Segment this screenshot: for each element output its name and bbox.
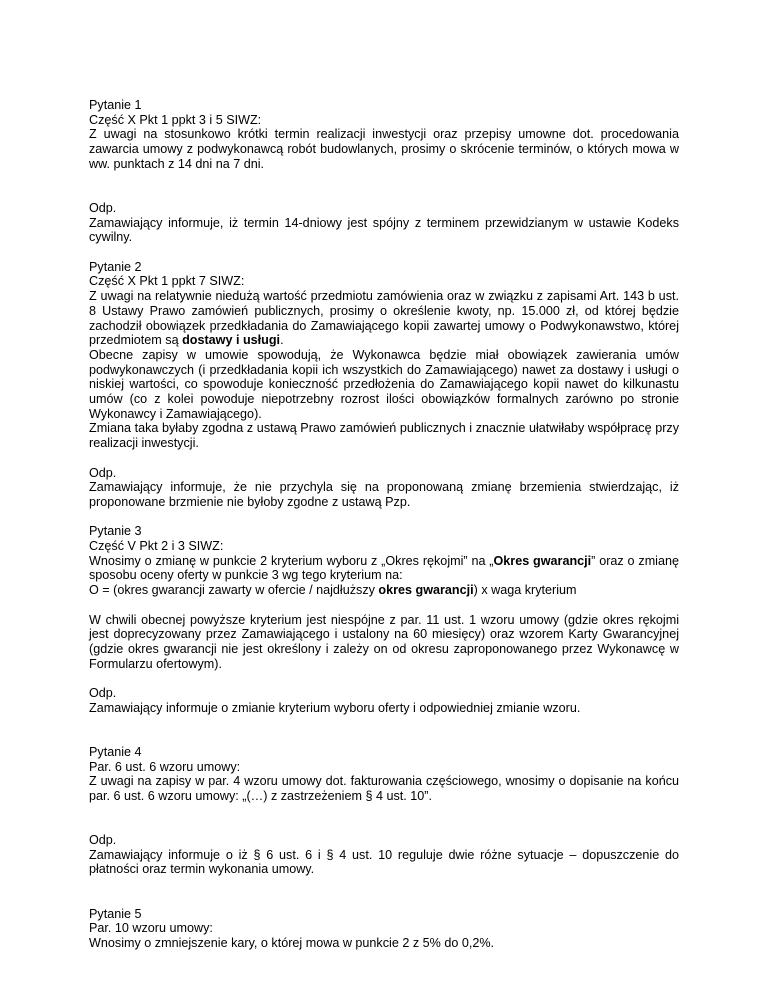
question-body-2: W chwili obecnej powyższe kryterium jest niespójne z par. 11 ust. 1 wzoru umowy (gdzie okres rękojmi jest doprecyzowany przez Zamawiającego i ustalony na 60 miesięcy) oraz wzorem Karty Gwarancyjnej (gdzie okres gwarancji nie jest określony i zależy on od okresu zaproponowanego przez Wykonawcę w Formularzu ofertowym). bbox=[89, 612, 679, 671]
question-reference: Par. 6 ust. 6 wzoru umowy: bbox=[89, 759, 241, 774]
answer-1 bbox=[89, 201, 679, 245]
bold-phrase: okres gwarancji bbox=[378, 583, 474, 598]
question-title: Pytanie 4 bbox=[89, 744, 142, 759]
answer-body: Zamawiający informuje, iż termin 14-dniowy jest spójny z terminem przewidzianym w ustawie Kodeks cywilny. bbox=[89, 215, 679, 245]
answer-body: Zamawiający informuje o iż § 6 ust. 6 i § 4 ust. 10 reguluje dwie różne sytuacje – dopuszczenie do płatności oraz termin wykonania umowy. bbox=[89, 847, 679, 877]
document-page bbox=[89, 98, 679, 951]
answer-3 bbox=[89, 686, 679, 715]
question-title: Pytanie 5 bbox=[89, 906, 142, 921]
question-title: Pytanie 1 bbox=[89, 98, 142, 112]
answer-body: Zamawiający informuje, że nie przychyla się na proponowaną zmianę brzemienia stwierdzając, iż proponowane brzmienie nie byłoby zgodne z ustawą Pzp. bbox=[89, 480, 679, 509]
answer-label: Odp. bbox=[89, 465, 117, 480]
question-4 bbox=[89, 745, 679, 804]
answer-label: Odp. bbox=[89, 686, 117, 701]
question-reference: Część V Pkt 2 i 3 SIWZ: bbox=[89, 539, 224, 554]
formula: O = (okres gwarancji zawarty w ofercie / najdłuższy okres gwarancji) x waga kryterium bbox=[89, 583, 577, 598]
answer-label: Odp. bbox=[89, 200, 117, 215]
question-2 bbox=[89, 260, 679, 451]
question-3 bbox=[89, 524, 679, 598]
question-body-3: Zmiana taka byłaby zgodna z ustawą Prawo zamówień publicznych i znacznie ułatwiłaby współpracę przy realizacji inwestycji. bbox=[89, 421, 679, 451]
question-reference: Par. 10 wzoru umowy: bbox=[89, 921, 213, 936]
question-5 bbox=[89, 907, 679, 951]
answer-label: Odp. bbox=[89, 833, 117, 848]
answer-body: Zamawiający informuje o zmianie kryterium wyboru oferty i odpowiedniej zmianie wzoru. bbox=[89, 700, 581, 715]
bold-phrase: Okres gwarancji bbox=[493, 553, 592, 568]
answer-4 bbox=[89, 833, 679, 877]
answer-2 bbox=[89, 466, 679, 510]
question-body: Z uwagi na zapisy w par. 4 wzoru umowy dot. fakturowania częściowego, wnosimy o dopisanie na końcu par. 6 ust. 6 wzoru umowy: „(…) z zastrzeżeniem § 4 ust. 10”. bbox=[89, 774, 679, 803]
question-reference: Część X Pkt 1 ppkt 7 SIWZ: bbox=[89, 274, 245, 289]
question-body: Wnosimy o zmianę w punkcie 2 kryterium wyboru z „Okres rękojmi” na „Okres gwarancji” oraz o zmianę sposobu oceny oferty w punkcie 3 wg tego kryterium na: bbox=[89, 553, 679, 583]
question-title: Pytanie 2 bbox=[89, 259, 142, 274]
question-title: Pytanie 3 bbox=[89, 524, 142, 539]
question-3-explanation bbox=[89, 613, 679, 672]
question-body: Z uwagi na stosunkowo krótki termin realizacji inwestycji oraz przepisy umowne dot. procedowania zawarcia umowy z podwykonawcą robót budowlanych, prosimy o skrócenie terminów, o których mowa w ww. punktach z 14 dni na 7 dni. bbox=[89, 127, 679, 171]
question-1 bbox=[89, 98, 679, 172]
bold-phrase: dostawy i usługi bbox=[182, 333, 281, 348]
question-reference: Część X Pkt 1 ppkt 3 i 5 SIWZ: bbox=[89, 112, 262, 127]
question-body: Wnosimy o zmniejszenie kary, o której mowa w punkcie 2 z 5% do 0,2%. bbox=[89, 935, 495, 950]
question-body-2: Obecne zapisy w umowie spowodują, że Wykonawca będzie miał obowiązek zawierania umów podwykonawczych (i przedkładania kopii ich wszystkich do Zamawiającego) nawet za dostawy i usługi o niskiej wartości, co spowoduje konieczność przedłożenia do Zamawiającego kopii nawet do kilkunastu umów (co z kolei powoduje niepotrzebny rozrost ilości obowiązków formalnych zarówno po stronie Wykonawcy i Zamawiającego). bbox=[89, 347, 679, 421]
question-body: Z uwagi na relatywnie niedużą wartość przedmiotu zamówienia oraz w związku z zapisami Art. 143 b ust. 8 Ustawy Prawo zamówień publicznych, prosimy o określenie kwoty, np. 15.000 zł, od której będzie zachodził obowiązek przedkładania do Zamawiającego kopii zawartej umowy o Podwykonawstwo, której przedmiotem są dostawy i usługi. bbox=[89, 289, 679, 348]
